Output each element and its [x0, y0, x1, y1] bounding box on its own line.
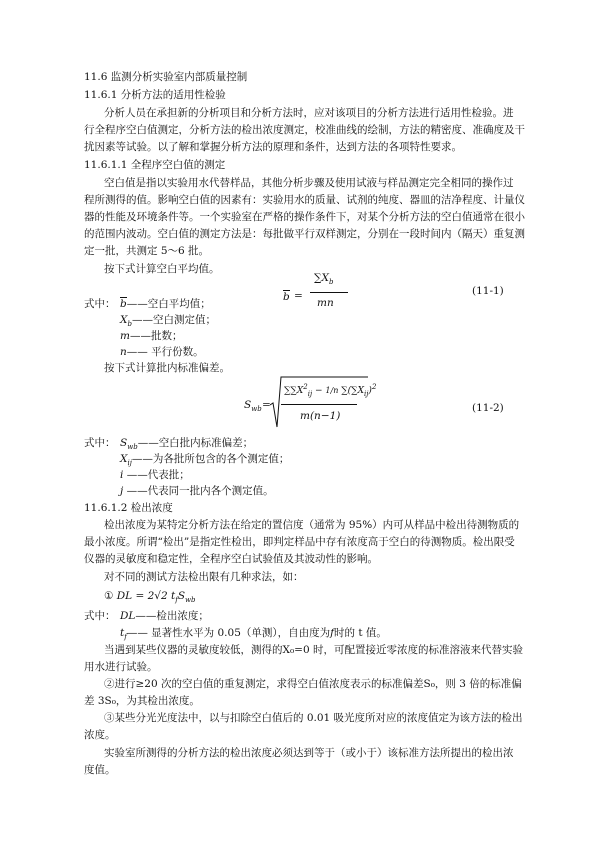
- def-swb: $S_{wb}——$空白批内标准偏差；: [120, 437, 254, 452]
- section-heading: 11.6 监测分析实验室内部质量控制: [84, 71, 248, 83]
- def-m: m——批数；: [120, 330, 183, 342]
- closing-line-1: 实验室所测得的分析方法的检出浓度必须达到等于（或小于）该标准方法所提出的检出浓: [104, 747, 514, 759]
- blank-line-2: 程所测得的值。影响空白值的因素有：实验用水的质量、试剂的纯度、器皿的洁净程度、计量仪: [84, 194, 525, 206]
- defs1-prefix: 式中：: [84, 298, 116, 310]
- detection-heading: 11.6.1.2 检出浓度: [84, 502, 173, 514]
- equation-dl: ① DL = 2√2 $t_fS_{wb}$: [104, 590, 196, 605]
- def-i: i ——代表批；: [120, 469, 190, 481]
- def-b: b——空白平均值；: [120, 298, 211, 310]
- intro-line-3: 扰因素等试验。以了解和掌握分析方法的原理和条件，达到方法的各项特性要求。: [84, 141, 462, 153]
- def-dl: DL——检出浓度；: [120, 610, 209, 622]
- eq1-number: (11-1): [472, 285, 504, 297]
- blank-line-3: 器的性能及环境条件等。一个实验室在严格的操作条件下，对某个分析方法的空白值通常在很小: [84, 211, 525, 223]
- def-n: n—— 平行份数。: [120, 346, 204, 358]
- eq2-denominator: m(n−1): [300, 410, 341, 422]
- list-line-6: 浓度。: [84, 729, 116, 741]
- blank-line-4: 的范围内波动。空白值的测定方法是：每批做平行双样测定，分别在一段时间内（隔天）重复测: [84, 228, 525, 240]
- document-page: 11.6 监测分析实验室内部质量控制 11.6.1 分析方法的适用性检验 分析人员在承担新的分析项目和分析方法时，应对该项目的分析方法进行适用性检验。进 行全程序空白值测定，分析方法的检出浓度测定，校准曲线的绘制，方法的精密度、准确度及干 扰因素等试验。以了解和掌握分析方法的原理和条件，达到方法的各项特性要求。 11.6.1.1 全程序空白值的测定 空白值是指以实验用水代替样品，其他分析步骤及使用试液与样品测定完全相同的操作过 程所测得的值。影响空白值的因素有：实验用水的质量、试剂的纯度、器皿的洁净程度、计量仪 器的性能及环境条件等。一个实验室在严格的操作条件下，对某个分析方法的空白值通常在很小 的范围内波动。空白值的测定方法是：每批做平行双样测定，分别在一段时间内（隔天）重复测 定一批，共测定 5～6 批。 按下式计算空白平均值。 b = $\sum X_b$ mn (11-1) 式中： b——空白平均值； $X_b——$空白测定值； m——批数； n—— 平行份数。 按下式计算批内标准偏差。 $S_{wb}$ = $\sum\sum X^2_{ij} - 1/n$ $\sum(\sum X_{ij})^2$ m(n−1) (11-2) 式中： $S_{wb}——$空白批内标准偏差； $X_{ij}——$为各批所包含的各个测定值； i ——代表批； j ——代表同一批内各个测定值。 11.6.1.2 检出浓度 检出浓度为某特定分析方法在给定的置信度（通常为 95%）内可从样品中检出待测物质的 最小浓度。所谓“检出”是指定性检出，即判定样品中存有浓度高于空白的待测物质。检出限受 仪器的灵敏度和稳定性，全程序空白试验值及其波动性的影响。 对不同的测试方法检出限有几种求法，如： ① DL = 2√2 $t_fS_{wb}$ 式中： DL——检出浓度； $t_f——$ 显著性水平为 0.05（单测），自由度为f时的 t 值。 当遇到某些仪器的灵敏度较低，测得的X₀=0 时，可配置接近零浓度的标准溶液来代替实验 用水进行试验。 ②进行≥20 次的空白值的重复测定，求得空白值浓度表示的标准偏差S₀，则 3 倍的标准偏 差 3S₀，为其检出浓度。 ③某些分光光度法中，以与扣除空白值后的 0.01 吸光度所对应的浓度值定为该方法的检出 浓度。 实验室所测得的分析方法的检出浓度必须达到等于（或小于）该标准方法所提出的检出浓 度值。: [84, 71, 525, 776]
- detection-line-2: 最小浓度。所谓“检出”是指定性检出，即判定样品中存有浓度高于空白的待测物质。检出限受: [84, 536, 515, 548]
- blank-heading: 11.6.1.1 全程序空白值的测定: [84, 159, 226, 171]
- detection-line-1: 检出浓度为某特定分析方法在给定的置信度（通常为 95%）内可从样品中检出待测物质的: [104, 519, 520, 531]
- def-xb: $X_b——$空白测定值；: [120, 314, 216, 329]
- intro-line-1: 分析人员在承担新的分析项目和分析方法时，应对该项目的分析方法进行适用性检验。进: [104, 107, 514, 119]
- intro-line-2: 行全程序空白值测定，分析方法的检出浓度测定，校准曲线的绘制，方法的精密度、准确度及干: [84, 124, 525, 136]
- defs2-prefix: 式中：: [84, 437, 116, 449]
- eq1-lhs: b: [283, 291, 290, 303]
- def-xij: $X_{ij}——$为各批所包含的各个测定值；: [120, 453, 290, 468]
- eq2-number: (11-2): [472, 402, 504, 414]
- list-line-5: ③某些分光光度法中，以与扣除空白值后的 0.01 吸光度所对应的浓度值定为该方法的检出: [104, 712, 523, 724]
- list-line-3: ②进行≥20 次的空白值的重复测定，求得空白值浓度表示的标准偏差S₀，则 3 倍的标准偏: [104, 678, 522, 690]
- defs3-prefix: 式中：: [84, 610, 116, 622]
- blank-line-5: 定一批，共测定 5～6 批。: [84, 245, 210, 257]
- detection-line-3: 仪器的灵敏度和稳定性，全程序空白试验值及其波动性的影响。: [84, 553, 378, 565]
- list-line-1: 当遇到某些仪器的灵敏度较低，测得的X₀=0 时，可配置接近零浓度的标准溶液来代替实验: [104, 644, 523, 656]
- mean-intro: 按下式计算空白平均值。: [104, 263, 220, 275]
- subsection-heading: 11.6.1 分析方法的适用性检验: [84, 89, 226, 101]
- eq2-numerator: $\sum\sum X^2_{ij} - 1/n$ $\sum(\sum X_{ij})^2$: [284, 383, 377, 398]
- closing-line-2: 度值。: [84, 764, 116, 776]
- blank-line-1: 空白值是指以实验用水代替样品，其他分析步骤及使用试液与样品测定完全相同的操作过: [104, 177, 514, 189]
- def-tf: $t_f——$ 显著性水平为 0.05（单测），自由度为f时的 t 值。: [120, 627, 387, 642]
- list-line-4: 差 3S₀，为其检出浓度。: [84, 695, 200, 707]
- def-j: j ——代表同一批内各个测定值。: [120, 485, 274, 497]
- sd-intro: 按下式计算批内标准偏差。: [104, 362, 230, 374]
- eq1-denominator: mn: [317, 297, 334, 309]
- methods-intro: 对不同的测试方法检出限有几种求法，如：: [104, 571, 304, 583]
- list-line-2: 用水进行试验。: [84, 661, 158, 673]
- eq1-numerator: $\sum X_b$: [314, 272, 334, 287]
- eq2-lhs: $S_{wb}$: [244, 399, 262, 414]
